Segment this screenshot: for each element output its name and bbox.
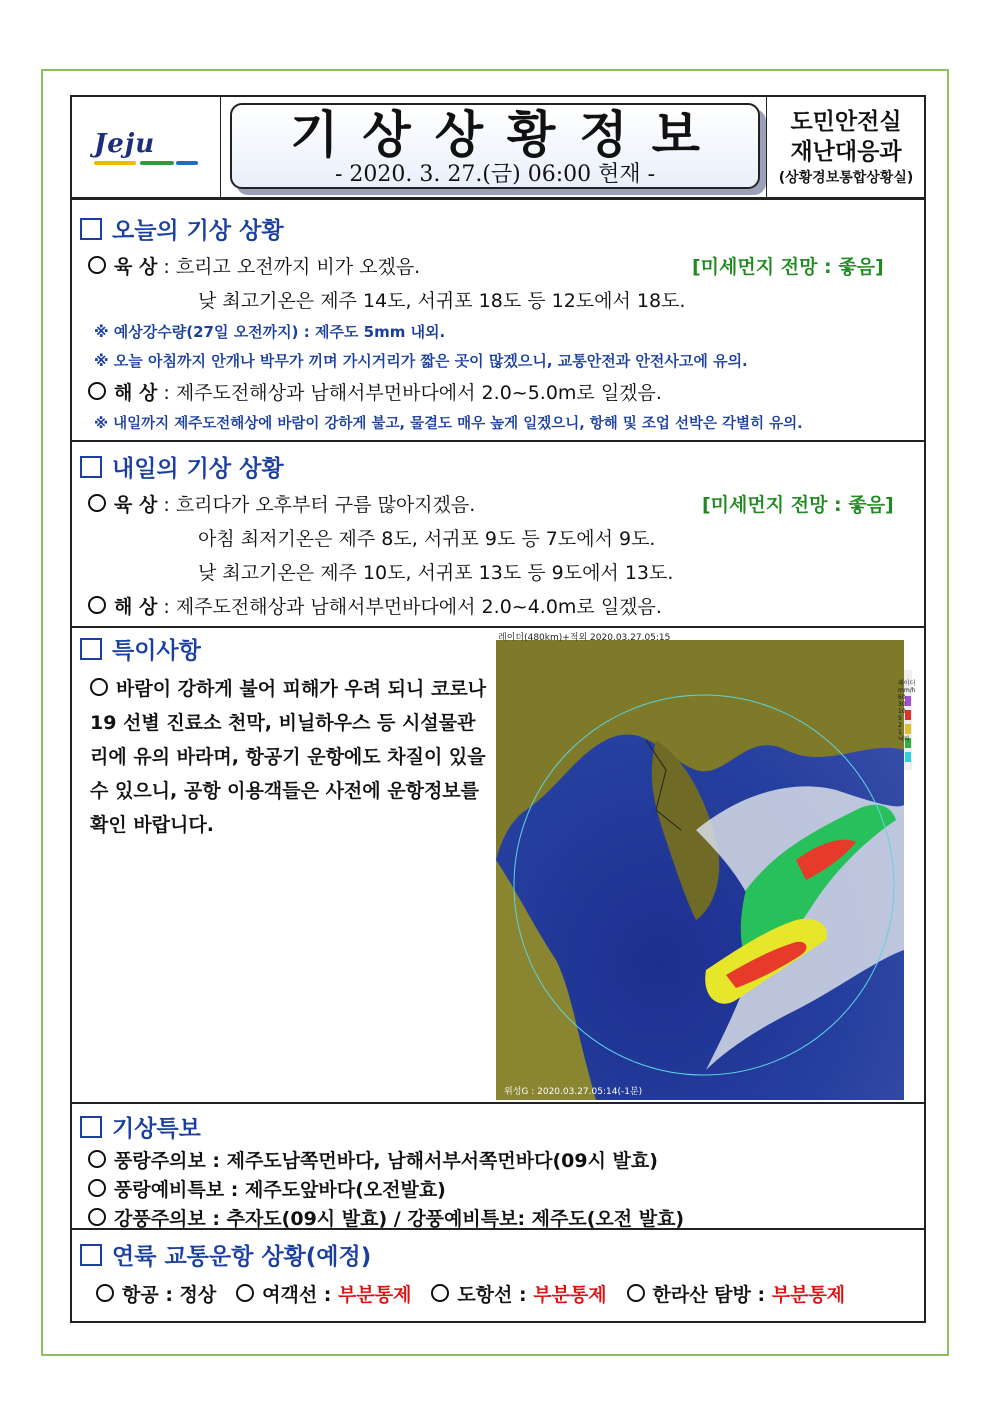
circle-bullet-icon (96, 1284, 114, 1302)
section-title: 연륙 교통운항 상황(예정) (80, 1238, 371, 1271)
tomorrow-dust: [미세먼지 전망 : 좋음] (702, 494, 894, 516)
ferry-status: 부분통제 (338, 1284, 412, 1306)
page-title: 기상상황정보 (290, 105, 724, 164)
checkbox-icon (80, 456, 102, 478)
checkbox-icon (80, 218, 102, 240)
radar-satellite-image (496, 630, 916, 1102)
tomorrow-max-temp: 낮 최고기온은 제주 10도, 서귀포 13도 등 9도에서 13도. (198, 562, 674, 584)
circle-bullet-icon (236, 1284, 254, 1302)
circle-bullet-icon (88, 1150, 106, 1168)
logo-swoosh (140, 161, 174, 165)
logo-swoosh (176, 161, 198, 165)
tomorrow-section (72, 442, 924, 626)
special-notice: 바람이 강하게 불어 피해가 우려 되니 코로나19 선별 진료소 천막, 비닐하우스 등 시설물관리에 유의 바라며, 항공기 운항에도 차질이 있을 수 있으니, 공항 이용객들은 사전에 운항정보를 확인 바랍니다. (90, 678, 487, 836)
section-title: 기상특보 (80, 1110, 201, 1143)
checkbox-icon (80, 1116, 102, 1138)
today-sea: 해 상 : 제주도전해상과 남해서부먼바다에서 2.0~5.0m로 일겠음. (88, 378, 662, 405)
legend-value: 60 (898, 694, 906, 701)
today-dust: [미세먼지 전망 : 좋음] (692, 256, 884, 278)
logo-swoosh (94, 161, 136, 165)
section-title: 내일의 기상 상황 (80, 450, 284, 483)
circle-bullet-icon (88, 1179, 106, 1197)
radar-legend (898, 680, 916, 743)
radar-map (496, 630, 912, 1102)
warning-item: 강풍주의보 : 추자도(09시 발효) / 강풍예비특보: 제주도(오전 발효) (88, 1204, 684, 1231)
traffic-status-row: 항공 : 정상 여객선 : 부분통제 도항선 : 부분통제 한라산 탐방 : 부분통제 (96, 1280, 845, 1307)
legend-value: 1 (898, 729, 902, 736)
radar-caption: 레이더(480km)+적외 2020.03.27.05:15 (498, 633, 671, 643)
dept-name: 도민안전실 (790, 109, 902, 135)
checkbox-icon (80, 1244, 102, 1266)
today-land: 육 상 : 흐리고 오전까지 비가 오겠음. (88, 252, 420, 279)
traffic-section (72, 1230, 924, 1320)
satellite-caption: 위성G : 2020.03.27.05:14(-1분) (504, 1087, 643, 1097)
weather-report (70, 95, 926, 1323)
circle-bullet-icon (88, 256, 106, 274)
legend-unit: mm/h (898, 687, 916, 694)
tomorrow-min-temp: 아침 최저기온은 제주 8도, 서귀포 9도 등 7도에서 9도. (198, 528, 656, 550)
circle-bullet-icon (88, 1208, 106, 1226)
report-date: - 2020. 3. 27.(금) 06:00 현재 - (334, 162, 656, 187)
circle-bullet-icon (627, 1284, 645, 1302)
legend-value: 10 (898, 708, 906, 715)
department (766, 97, 925, 197)
air-status: 정상 (179, 1284, 217, 1306)
jeju-logo (72, 97, 221, 197)
today-note-rain: ※ 예상강수량(27일 오전까지) : 제주도 5mm 내외. (94, 323, 446, 341)
tomorrow-land: 육 상 : 흐리다가 오후부터 구름 많아지겠음. (88, 490, 475, 517)
circle-bullet-icon (88, 596, 106, 614)
legend-title: 레이더 (898, 680, 916, 687)
warning-item: 풍랑예비특보 : 제주도앞바다(오전발효) (88, 1175, 446, 1202)
checkbox-icon (80, 638, 102, 660)
today-section (72, 200, 924, 440)
circle-bullet-icon (431, 1284, 449, 1302)
today-note-sea: ※ 내일까지 제주도전해상에 바람이 강하게 불고, 물결도 매우 높게 일겠으니, 항해 및 조업 선박은 각별히 유의. (94, 416, 803, 432)
dept-division: 재난대응과 (790, 139, 902, 165)
circle-bullet-icon (88, 382, 106, 400)
legend-value: 2 (898, 722, 902, 729)
legend-extra: 낙뢰 (898, 736, 910, 743)
warning-item: 풍랑주의보 : 제주도남쪽먼바다, 남해서부서쪽먼바다(09시 발효) (88, 1146, 658, 1173)
circle-bullet-icon (88, 494, 106, 512)
title-box (230, 103, 760, 189)
dept-office: (상황경보통합상황실) (778, 170, 914, 186)
report-header (72, 97, 924, 200)
legend-value: 30 (898, 701, 906, 708)
hallasan-status: 부분통제 (771, 1284, 846, 1306)
circle-bullet-icon (90, 678, 108, 696)
legend-value: 5 (898, 715, 902, 722)
island-ferry-status: 부분통제 (533, 1284, 607, 1306)
today-temp: 낮 최고기온은 제주 14도, 서귀포 18도 등 12도에서 18도. (198, 290, 686, 312)
warnings-section (72, 1104, 924, 1228)
special-section (72, 628, 924, 1102)
today-note-fog: ※ 오늘 아침까지 안개나 박무가 끼며 가시거리가 짧은 곳이 많겠으니, 교통안전과 안전사고에 유의. (94, 352, 748, 370)
section-title: 오늘의 기상 상황 (80, 212, 284, 245)
section-title: 특이사항 (80, 632, 201, 665)
tomorrow-sea: 해 상 : 제주도전해상과 남해서부먼바다에서 2.0~4.0m로 일겠음. (88, 592, 662, 619)
logo-text: Jeju (94, 129, 156, 159)
